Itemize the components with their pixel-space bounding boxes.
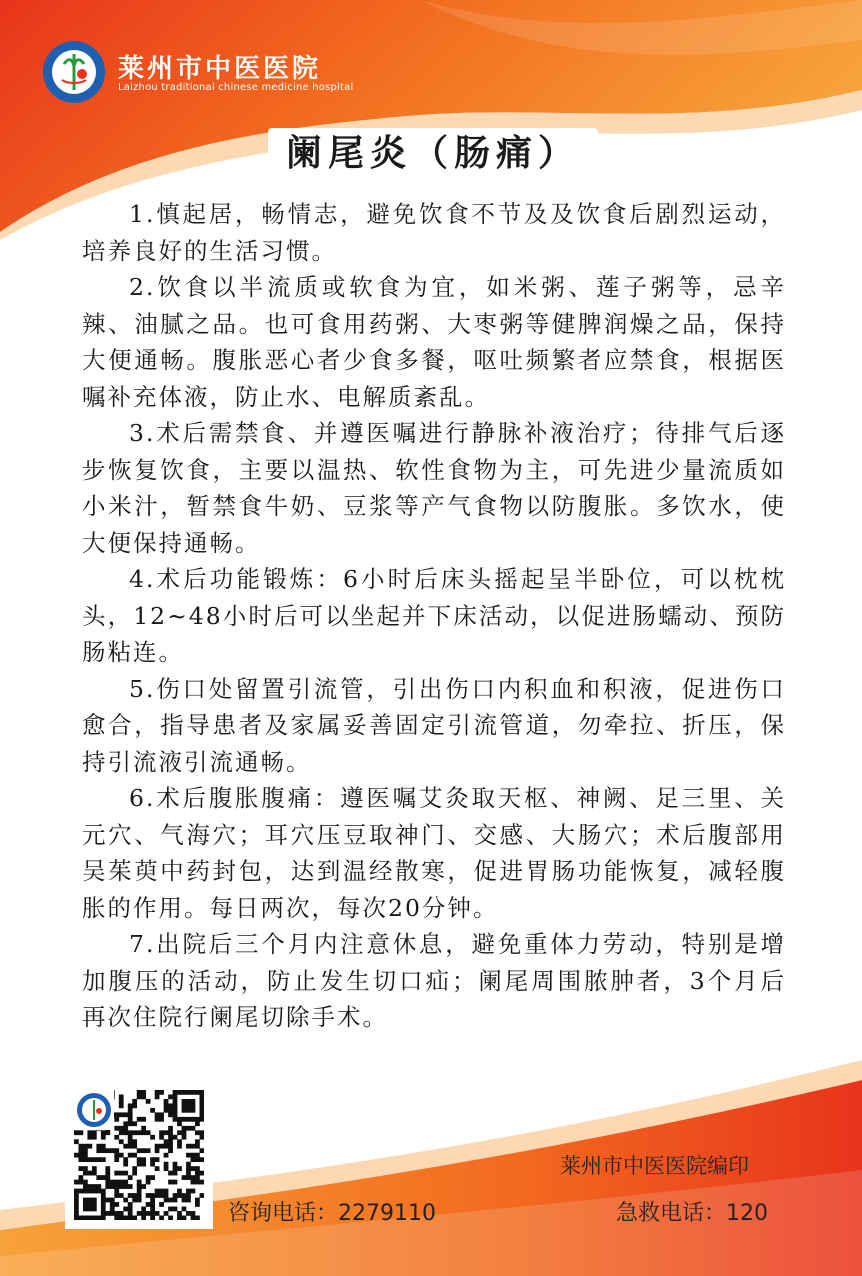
hospital-name: 莱州市中医医院 (118, 54, 322, 84)
emergency-phone: 急救电话：120 (616, 1201, 768, 1226)
paragraph: 2.饮食以半流质或软食为宜，如米粥、莲子粥等，忌辛辣、油腻之品。也可食用药粥、大枣粥等健脾润燥之品，保持大便通畅。腹胀恶心者少食多餐，呕吐频繁者应禁食，根据医嘱补充体液，防止水、电解质紊乱。 (82, 273, 786, 411)
consult-phone: 咨询电话：2279110 (228, 1201, 436, 1226)
hospital-emblem-icon (42, 40, 106, 104)
paragraph: 1.慎起居，畅情志，避免饮食不节及及饮食后剧烈运动，培养良好的生活习惯。 (82, 200, 786, 265)
content-body (82, 196, 786, 1036)
paragraph: 7.出院后三个月内注意休息，避免重体力劳动，特别是增加腹压的活动，防止发生切口疝；阑尾周围脓肿者，3个月后再次住院行阑尾切除手术。 (82, 930, 786, 1031)
qr-code (65, 1081, 213, 1229)
paragraph: 3.术后需禁食、并遵医嘱进行静脉补液治疗；待排气后逐步恢复饮食，主要以温热、软性食物为主，可先进少量流质如小米汁，暂禁食牛奶、豆浆等产气食物以防腹胀。多饮水，使大便保持通畅。 (82, 419, 786, 557)
page-title: 阑尾炎（肠痛） (285, 132, 580, 174)
hospital-name-en: Laizhou traditional chinese medicine hospital (118, 82, 354, 93)
paragraph: 5.伤口处留置引流管，引出伤口内积血和积液，促进伤口愈合，指导患者及家属妥善固定引流管道，勿牵拉、折压，保持引流液引流通畅。 (82, 674, 786, 776)
qr-logo-icon (74, 1090, 114, 1130)
paragraph: 4.术后功能锻炼：6小时后床头摇起呈半卧位，可以枕枕头，12~48小时后可以坐起并下床活动，以促进肠蠕动、预防肠粘连。 (82, 565, 786, 666)
printed-by: 莱州市中医医院编印 (560, 1154, 749, 1178)
paragraph: 6.术后腹胀腹痛：遵医嘱艾灸取天枢、神阙、足三里、关元穴、气海穴；耳穴压豆取神门、交感、大肠穴；术后腹部用吴茱萸中药封包，达到温经散寒，促进胃肠功能恢复，减轻腹胀的作用。每日两次，每次20分钟。 (82, 784, 786, 922)
